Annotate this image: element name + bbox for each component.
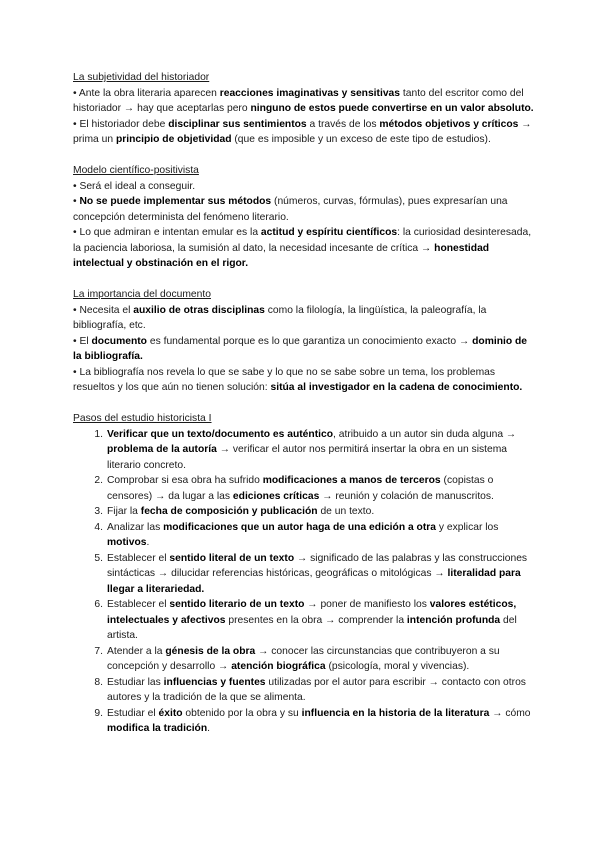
section-importancia-documento (73, 287, 535, 396)
text-run: como la filología, la lingüística, la paleografía, la bibliografía, etc. (73, 304, 487, 331)
paragraph (73, 86, 535, 117)
text-run: • Será el ideal a conseguir. (73, 180, 196, 192)
list-item (73, 473, 535, 504)
text-run: • (73, 196, 80, 207)
bold-text: influencia en la historia de la literatura (301, 707, 490, 719)
list-item-text (107, 475, 494, 502)
list-item (73, 675, 535, 706)
bold-text: fecha de composición y publicación (140, 506, 318, 517)
text-run: → significado de las palabras y las construcciones sintácticas → dilucidar referencias históricas, geográficas o mitológicas → (107, 552, 528, 579)
text-run: Analizar las (107, 521, 164, 533)
list-item-text (107, 429, 516, 471)
list-number: 1. (94, 428, 103, 440)
bold-text: principio de objetividad (115, 134, 232, 145)
text-run: del artista. (107, 614, 517, 641)
text-run: . (207, 723, 211, 734)
text-run: → reunión y colación de manuscritos. (319, 490, 494, 502)
text-run: (psicología, moral y vivencias). (325, 661, 470, 672)
text-run: → prima un (73, 118, 532, 145)
list-item (73, 644, 535, 675)
list-number: 2. (94, 475, 103, 486)
bold-text: ninguno de estos puede convertirse en un valor absoluto. (250, 103, 534, 114)
list-item-text (107, 522, 498, 549)
list-item-text (107, 646, 500, 673)
bold-text: actitud y espíritu científicos (260, 227, 398, 238)
list-item-text (107, 677, 526, 704)
text-run: • La bibliografía nos revela lo que se sabe y lo que no se sabe sobre un tema, los problemas resueltos y los que aún no tienen solución: (73, 366, 496, 393)
bold-text: modificaciones a manos de terceros (262, 475, 441, 486)
text-run: • El (73, 335, 92, 347)
bold-text: literalidad para llegar a literariedad. (107, 568, 521, 595)
steps-list (73, 427, 535, 737)
bold-text: reacciones imaginativas y sensitivas (219, 87, 401, 99)
text-run: Establecer el (107, 552, 170, 564)
text-run: • El historiador debe (73, 118, 169, 130)
list-number: 3. (94, 506, 103, 517)
list-item (73, 706, 535, 737)
text-run: Estudiar el (107, 707, 159, 719)
list-number: 7. (94, 645, 103, 657)
text-run: utilizadas por el autor para escribir → contacto con otros autores y la tradición de la que se alimenta. (107, 676, 526, 703)
section-heading: Pasos del estudio historicista I (73, 413, 212, 424)
list-number: 5. (94, 552, 103, 564)
list-item-text (107, 708, 531, 735)
text-run: (que es imposible y un exceso de este tipo de estudios). (231, 134, 491, 145)
section-heading: Modelo científico-positivista (73, 165, 199, 176)
text-run: de un texto. (317, 506, 375, 517)
paragraph (73, 303, 535, 334)
paragraph (73, 365, 535, 396)
section-modelo-cientifico (73, 163, 535, 272)
bold-text: Verificar que un texto/documento es auténtico (107, 428, 334, 440)
bold-text: documento (91, 335, 147, 347)
paragraph (73, 179, 535, 195)
text-run: , atribuido a un autor sin duda alguna → (333, 428, 517, 440)
bold-text: motivos (107, 537, 147, 548)
bold-text: éxito (158, 707, 183, 719)
text-run: Establecer el (107, 599, 170, 610)
list-item-text (107, 506, 374, 517)
list-number: 4. (94, 521, 103, 533)
bold-text: intención profunda (406, 614, 501, 626)
paragraph (73, 334, 535, 365)
list-item (73, 551, 535, 598)
section-subjetividad (73, 70, 535, 148)
text-run: obtenido por la obra y su (182, 707, 302, 719)
paragraph (73, 117, 535, 148)
bold-text: sentido literal de un texto (169, 552, 295, 564)
text-run: Atender a la (107, 645, 166, 657)
bold-text: sentido literario de un texto (169, 599, 305, 610)
list-number: 9. (94, 707, 103, 719)
list-item (73, 504, 535, 520)
bold-text: → honestidad intelectual y obstinación en el rigor. (73, 242, 490, 269)
paragraph (73, 194, 535, 225)
bold-text: auxilio de otras disciplinas (133, 304, 265, 316)
bold-text: modifica la tradición (107, 723, 208, 734)
text-run: : la curiosidad desinteresada, la paciencia laboriosa, la sumisión al dato, la necesidad incesante de crítica (73, 227, 532, 254)
paragraph (73, 225, 535, 272)
text-run: Comprobar si esa obra ha sufrido (107, 475, 263, 486)
section-heading: La importancia del documento (73, 289, 211, 300)
bold-text: disciplinar sus sentimientos (168, 118, 307, 130)
text-run: • Necesita el (73, 304, 134, 316)
text-run: y explicar los (436, 521, 499, 533)
document-page (73, 70, 535, 737)
text-run: • Lo que admiran e intentan emular es la (73, 227, 261, 238)
list-item (73, 427, 535, 474)
list-item (73, 520, 535, 551)
section-heading: La subjetividad del historiador (73, 72, 210, 83)
list-number: 6. (94, 599, 103, 610)
text-run: → conocer las circunstancias que contribuyeron a su concepción y desarrollo → (107, 645, 500, 672)
text-run: Fijar la (107, 506, 141, 517)
text-run: (copistas o censores) → da lugar a las (107, 475, 494, 502)
list-item-text (107, 599, 517, 641)
text-run: → poner de manifiesto los (304, 599, 430, 610)
text-run: tanto del escritor como del historiador → hay que aceptarlas pero (73, 87, 524, 114)
text-run: a través de los (306, 118, 380, 130)
bold-text: No se puede implementar sus métodos (79, 196, 272, 207)
bold-text: génesis de la obra (165, 645, 256, 657)
list-item-text (107, 553, 527, 595)
section-pasos-estudio (73, 411, 535, 737)
text-run: • Ante la obra literaria aparecen (73, 87, 220, 99)
bold-text: sitúa al investigador en la cadena de conocimiento. (270, 382, 523, 393)
text-run: (números, curvas, fórmulas), pues expresarían una concepción determinista del fenómeno literario. (73, 196, 508, 223)
bold-text: influencias y fuentes (163, 676, 266, 688)
list-item (73, 597, 535, 644)
text-run: → verificar el autor nos permitirá insertar la obra en un sistema literario concreto. (107, 444, 508, 471)
bold-text: dominio de la bibliografía. (73, 335, 528, 362)
bold-text: atención biográfica (231, 661, 326, 672)
text-run: es fundamental porque es lo que garantiza un conocimiento exacto → (146, 335, 473, 347)
bold-text: modificaciones que un autor haga de una edición a otra (163, 521, 437, 533)
text-run: Estudiar las (107, 676, 164, 688)
list-number: 8. (94, 676, 103, 688)
bold-text: ediciones críticas (232, 490, 320, 502)
bold-text: métodos objetivos y críticos (379, 118, 519, 130)
bold-text: problema de la autoría (107, 444, 217, 455)
text-run: → cómo (489, 707, 531, 719)
text-run: presentes en la obra → comprender la (225, 614, 407, 626)
bold-text: valores estéticos, intelectuales y afectivos (107, 599, 517, 626)
text-run: . (146, 537, 150, 548)
